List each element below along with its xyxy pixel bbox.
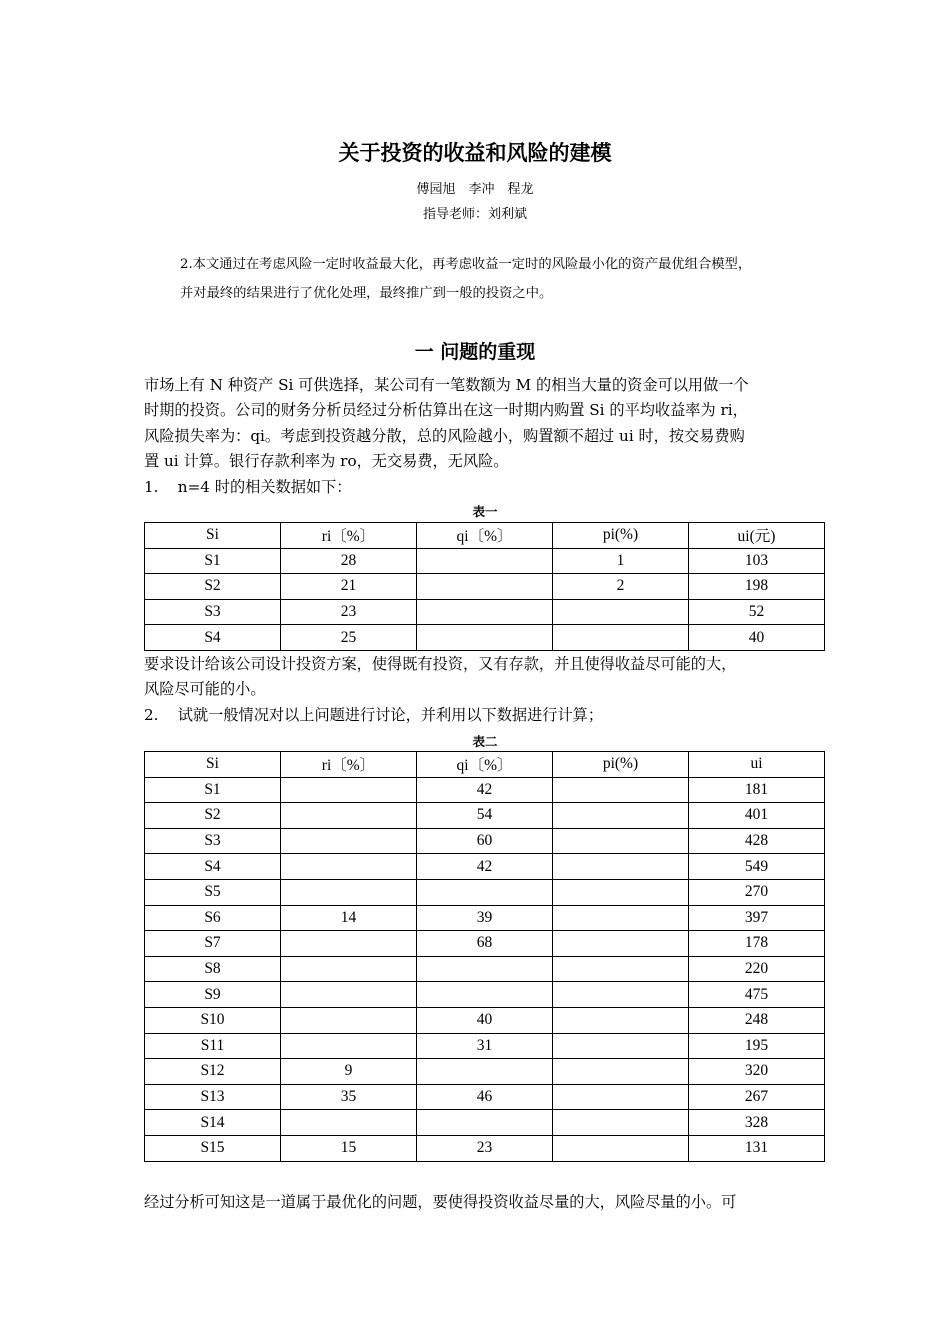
abstract-line: 2.本文通过在考虑风险一定时收益最大化，再考虑收益一定时的风险最小化的资产最优组合模型， — [180, 257, 752, 272]
table-cell: 46 — [417, 1084, 553, 1110]
header-cell: ui(元) — [689, 523, 825, 549]
table-cell: S2 — [145, 574, 281, 600]
advisor: 指导老师：刘利斌 — [422, 207, 527, 222]
header-cell: ri〔%〕 — [281, 523, 417, 549]
table-cell — [553, 1059, 689, 1085]
table-cell: S14 — [145, 1110, 281, 1136]
table-cell: S6 — [145, 905, 281, 931]
table-cell — [281, 777, 417, 803]
table-cell — [553, 1007, 689, 1033]
table-cell — [417, 982, 553, 1008]
table2-caption: 表二 — [472, 734, 498, 749]
table-cell: 21 — [281, 574, 417, 600]
table-cell: S1 — [145, 777, 281, 803]
table-cell: 23 — [281, 599, 417, 625]
table-row — [145, 599, 825, 625]
table-cell — [553, 625, 689, 651]
table-cell: S9 — [145, 982, 281, 1008]
table-cell — [553, 931, 689, 957]
table-cell: 54 — [417, 803, 553, 829]
table-cell — [417, 956, 553, 982]
text-line: 时期的投资。公司的财务分析员经过分析估算出在这一时期内购置 Si 的平均收益率为 ri， — [144, 401, 748, 420]
table-cell — [417, 574, 553, 600]
header-cell: Si — [145, 752, 281, 778]
table-cell — [281, 1007, 417, 1033]
table-cell — [553, 1033, 689, 1059]
table-cell: 40 — [417, 1007, 553, 1033]
table-cell: S3 — [145, 599, 281, 625]
table-row — [145, 931, 825, 957]
table-row — [145, 1033, 825, 1059]
abstract-line: 并对最终的结果进行了优化处理，最终推广到一般的投资之中。 — [180, 286, 553, 301]
text-line: 1. n=4 时的相关数据如下： — [144, 477, 352, 496]
table-cell: 23 — [417, 1135, 553, 1161]
table-row — [145, 548, 825, 574]
section-heading: 一 问题的重现 — [414, 341, 536, 363]
table-cell: S15 — [145, 1135, 281, 1161]
table-cell: 28 — [281, 548, 417, 574]
table-row — [145, 1059, 825, 1085]
table-cell: 320 — [689, 1059, 825, 1085]
table-cell: 248 — [689, 1007, 825, 1033]
authors: 傅园旭 李冲 程龙 — [416, 182, 534, 197]
table-row — [145, 1110, 825, 1136]
table-cell — [417, 879, 553, 905]
table-row — [145, 982, 825, 1008]
table-cell: 42 — [417, 854, 553, 880]
table-cell — [553, 1135, 689, 1161]
table-cell: 42 — [417, 777, 553, 803]
table-cell: 60 — [417, 828, 553, 854]
table-cell: S2 — [145, 803, 281, 829]
table-cell: S5 — [145, 879, 281, 905]
header-cell: pi(%) — [553, 752, 689, 778]
table-cell — [281, 982, 417, 1008]
table-cell: S11 — [145, 1033, 281, 1059]
text-line: 风险损失率为：qi。考虑到投资越分散，总的风险越小，购置额不超过 ui 时，按交易费购 — [144, 426, 745, 445]
table-cell — [553, 956, 689, 982]
table-cell: 328 — [689, 1110, 825, 1136]
table-row — [145, 1084, 825, 1110]
header-cell: Si — [145, 523, 281, 549]
table-cell: 428 — [689, 828, 825, 854]
table-cell: 270 — [689, 879, 825, 905]
table-header-row — [145, 523, 825, 549]
text-line: 市场上有 N 种资产 Si 可供选择，某公司有一笔数额为 M 的相当大量的资金可以用做一个 — [144, 376, 749, 394]
table-cell — [281, 828, 417, 854]
table-cell: 31 — [417, 1033, 553, 1059]
header-cell: qi〔%〕 — [417, 752, 553, 778]
table-cell — [281, 956, 417, 982]
table-cell: 40 — [689, 625, 825, 651]
table-cell — [553, 854, 689, 880]
table-row — [145, 905, 825, 931]
table-cell: 2 — [553, 574, 689, 600]
table-cell: 220 — [689, 956, 825, 982]
table-row — [145, 625, 825, 651]
header-cell: qi〔%〕 — [417, 523, 553, 549]
table1-caption: 表一 — [472, 504, 498, 519]
table-cell: 401 — [689, 803, 825, 829]
table-cell — [553, 879, 689, 905]
table-cell: S10 — [145, 1007, 281, 1033]
table-row — [145, 777, 825, 803]
table-cell: S4 — [145, 854, 281, 880]
table-cell — [281, 1110, 417, 1136]
header-cell: ri〔%〕 — [281, 752, 417, 778]
table-cell: 35 — [281, 1084, 417, 1110]
table-cell: 198 — [689, 574, 825, 600]
table-2 — [144, 751, 825, 1162]
table-row — [145, 1007, 825, 1033]
table-cell: S3 — [145, 828, 281, 854]
table-row — [145, 879, 825, 905]
doc-title: 关于投资的收益和风险的建模 — [338, 141, 612, 165]
table-cell — [417, 548, 553, 574]
table-cell — [553, 777, 689, 803]
table-cell — [417, 625, 553, 651]
table-cell: 15 — [281, 1135, 417, 1161]
paragraph-2 — [144, 652, 826, 728]
text-line: 风险尽可能的小。 — [144, 680, 266, 699]
paragraph-3: 经过分析可知这是一道属于最优化的问题，要使得投资收益尽量的大，风险尽量的小。可 — [144, 1193, 737, 1211]
table-cell: 1 — [553, 548, 689, 574]
table-cell: S1 — [145, 548, 281, 574]
table-row — [145, 1135, 825, 1161]
table-cell — [281, 1033, 417, 1059]
table-cell — [553, 1084, 689, 1110]
table-cell: S7 — [145, 931, 281, 957]
table-cell — [281, 879, 417, 905]
header-cell: ui — [689, 752, 825, 778]
table-cell: 14 — [281, 905, 417, 931]
table-cell — [553, 905, 689, 931]
table-cell: 39 — [417, 905, 553, 931]
table-cell: S13 — [145, 1084, 281, 1110]
table-cell: 9 — [281, 1059, 417, 1085]
table-cell: 267 — [689, 1084, 825, 1110]
table-cell: 131 — [689, 1135, 825, 1161]
table-cell: 178 — [689, 931, 825, 957]
table-cell: S12 — [145, 1059, 281, 1085]
text-line: 2. 试就一般情况对以上问题进行讨论，并利用以下数据进行计算； — [144, 705, 604, 724]
table-cell: 195 — [689, 1033, 825, 1059]
abstract — [180, 250, 810, 308]
table-cell: 475 — [689, 982, 825, 1008]
table-cell: 181 — [689, 777, 825, 803]
header-cell: pi(%) — [553, 523, 689, 549]
table-row — [145, 828, 825, 854]
table-row — [145, 956, 825, 982]
table-cell: S4 — [145, 625, 281, 651]
text-line: 要求设计给该公司设计投资方案，使得既有投资，又有存款，并且使得收益尽可能的大， — [144, 655, 737, 673]
table-cell — [417, 1110, 553, 1136]
table-cell: 549 — [689, 854, 825, 880]
table-cell — [281, 854, 417, 880]
table-cell — [553, 828, 689, 854]
table-row — [145, 574, 825, 600]
table-cell: 103 — [689, 548, 825, 574]
table-cell — [553, 1110, 689, 1136]
table-row — [145, 803, 825, 829]
table-row — [145, 854, 825, 880]
paragraph-1 — [144, 373, 826, 500]
table-cell: S8 — [145, 956, 281, 982]
table-1 — [144, 522, 825, 651]
table-cell: 25 — [281, 625, 417, 651]
text-line: 置 ui 计算。银行存款利率为 ro，无交易费，无风险。 — [144, 452, 509, 471]
table-cell — [417, 1059, 553, 1085]
table-cell — [553, 982, 689, 1008]
table-header-row — [145, 752, 825, 778]
table-cell: 397 — [689, 905, 825, 931]
table-cell — [553, 599, 689, 625]
table-cell — [553, 803, 689, 829]
table-cell — [417, 599, 553, 625]
table-cell: 68 — [417, 931, 553, 957]
table-cell — [281, 931, 417, 957]
table-cell — [281, 803, 417, 829]
table-cell: 52 — [689, 599, 825, 625]
